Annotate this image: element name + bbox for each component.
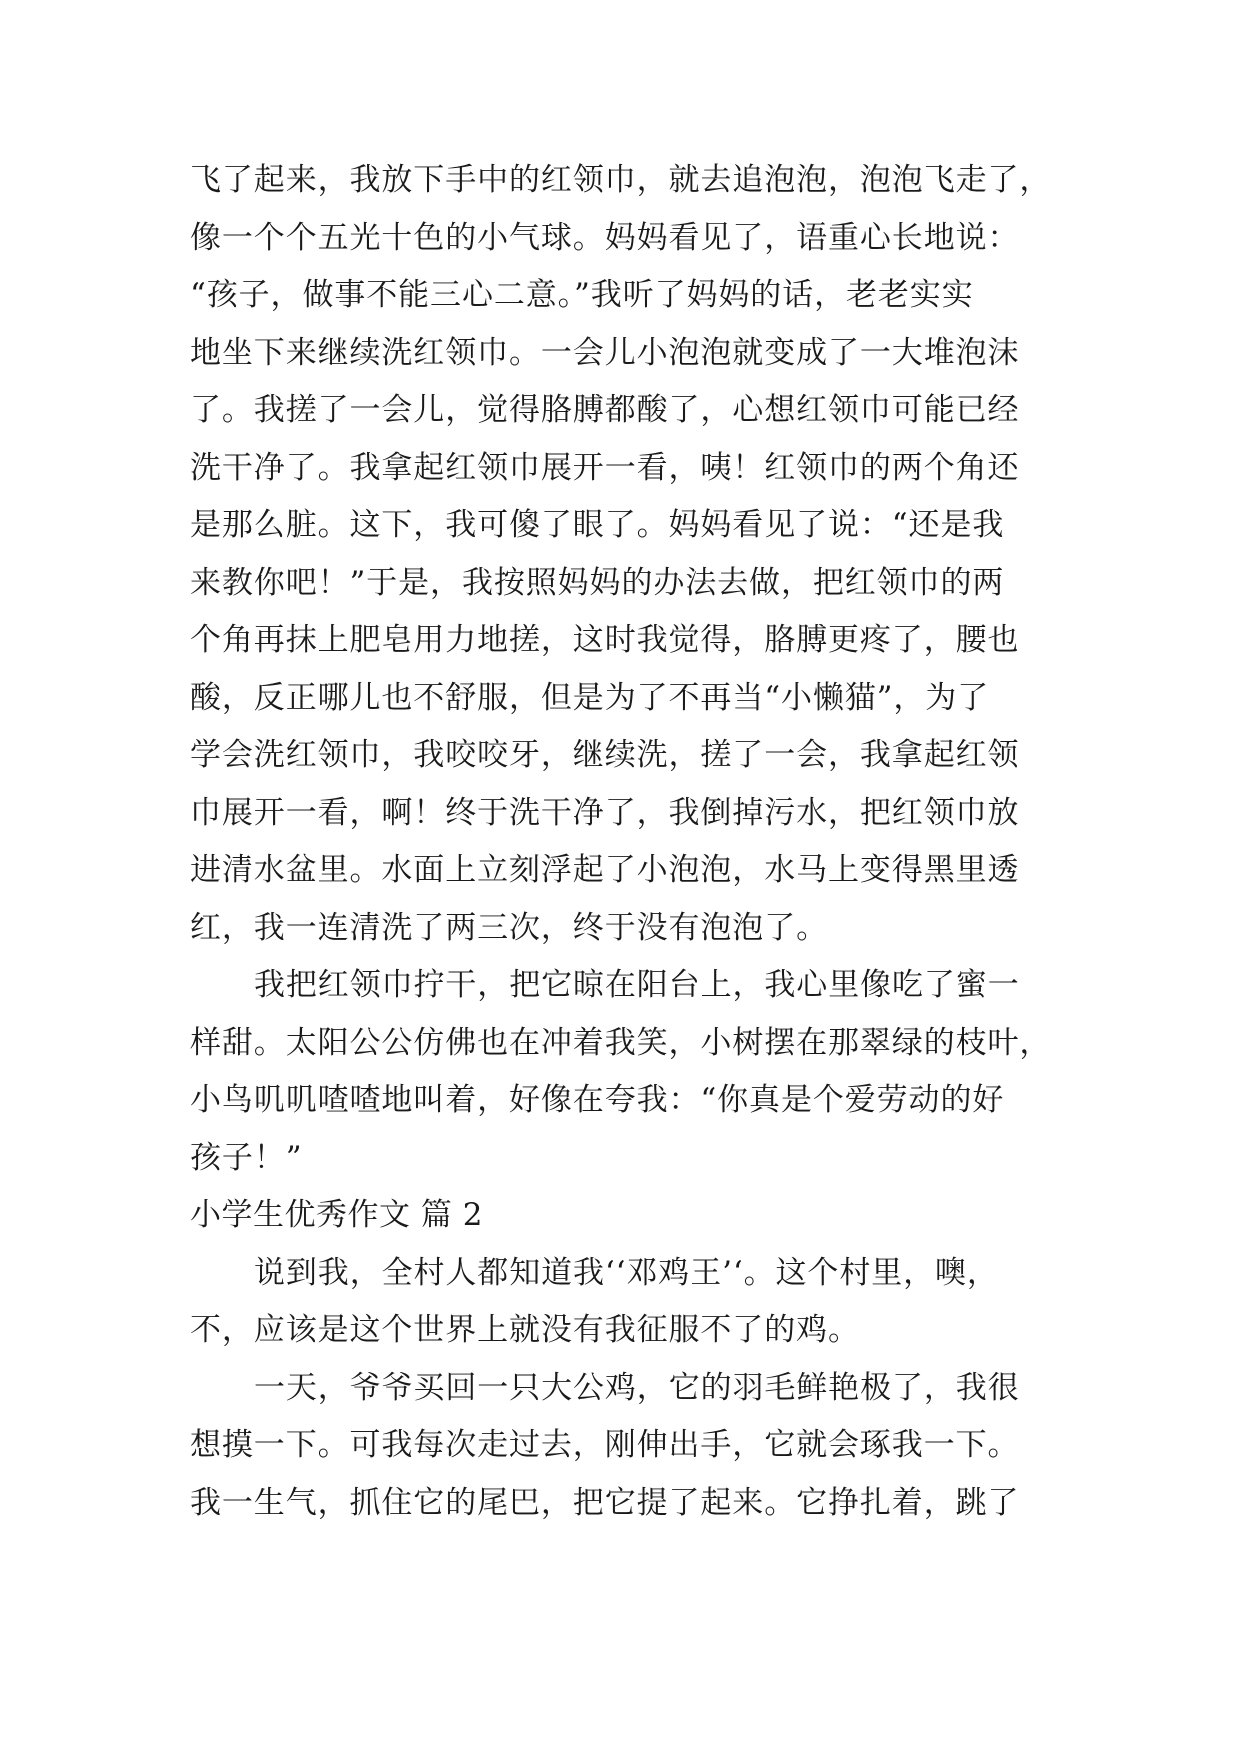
text-line: 我一生气，抓住它的尾巴，把它提了起来。它挣扎着，跳了 — [190, 1485, 1020, 1521]
text-line: 来教你吧！”于是，我按照妈妈的办法去做，把红领巾的两 — [190, 565, 1005, 601]
text-line: 个角再抹上肥皂用力地搓，这时我觉得，胳膊更疼了，腰也 — [190, 622, 1020, 658]
text-line: 进清水盆里。水面上立刻浮起了小泡泡，水马上变得黑里透 — [190, 852, 1020, 888]
text-line: 是那么脏。这下，我可傻了眼了。妈妈看见了说：“还是我 — [190, 507, 1005, 543]
text-line: “孩子，做事不能三心二意。”我听了妈妈的话，老老实实 — [190, 277, 974, 313]
paragraph-start-line: 我把红领巾拧干，把它晾在阳台上，我心里像吃了蜜一 — [254, 967, 1020, 1003]
text-line: 飞了起来，我放下手中的红领巾，就去追泡泡，泡泡飞走了， — [190, 162, 1052, 198]
text-line: 孩子！” — [190, 1140, 303, 1176]
text-line: 巾展开一看，啊！终于洗干净了，我倒掉污水，把红领巾放 — [190, 795, 1020, 831]
text-line: 学会洗红领巾，我咬咬牙，继续洗，搓了一会，我拿起红领 — [190, 737, 1020, 773]
text-line: 想摸一下。可我每次走过去，刚伸出手，它就会琢我一下。 — [190, 1427, 1020, 1463]
text-line: 不，应该是这个世界上就没有我征服不了的鸡。 — [190, 1312, 860, 1348]
text-line: 洗干净了。我拿起红领巾展开一看，咦！红领巾的两个角还 — [190, 450, 1020, 486]
text-line: 地坐下来继续洗红领巾。一会儿小泡泡就变成了一大堆泡沫 — [190, 335, 1020, 371]
section-heading: 小学生优秀作文 篇 2 — [190, 1197, 483, 1233]
text-line: 酸，反正哪儿也不舒服，但是为了不再当“小懒猫”，为了 — [190, 680, 990, 716]
text-line: 红，我一连清洗了两三次，终于没有泡泡了。 — [190, 910, 828, 946]
text-line: 像一个个五光十色的小气球。妈妈看见了，语重心长地说： — [190, 220, 1020, 256]
paragraph-start-line: 一天，爷爷买回一只大公鸡，它的羽毛鲜艳极了，我很 — [254, 1370, 1020, 1406]
paragraph-start-line: 说到我，全村人都知道我‘‘邓鸡王’‘。这个村里，噢， — [254, 1255, 999, 1291]
text-line: 小鸟叽叽喳喳地叫着，好像在夸我：“你真是个爱劳动的好 — [190, 1082, 1005, 1118]
text-line: 了。我搓了一会儿，觉得胳膊都酸了，心想红领巾可能已经 — [190, 392, 1020, 428]
text-line: 样甜。太阳公公仿佛也在冲着我笑，小树摆在那翠绿的枝叶， — [190, 1025, 1052, 1061]
